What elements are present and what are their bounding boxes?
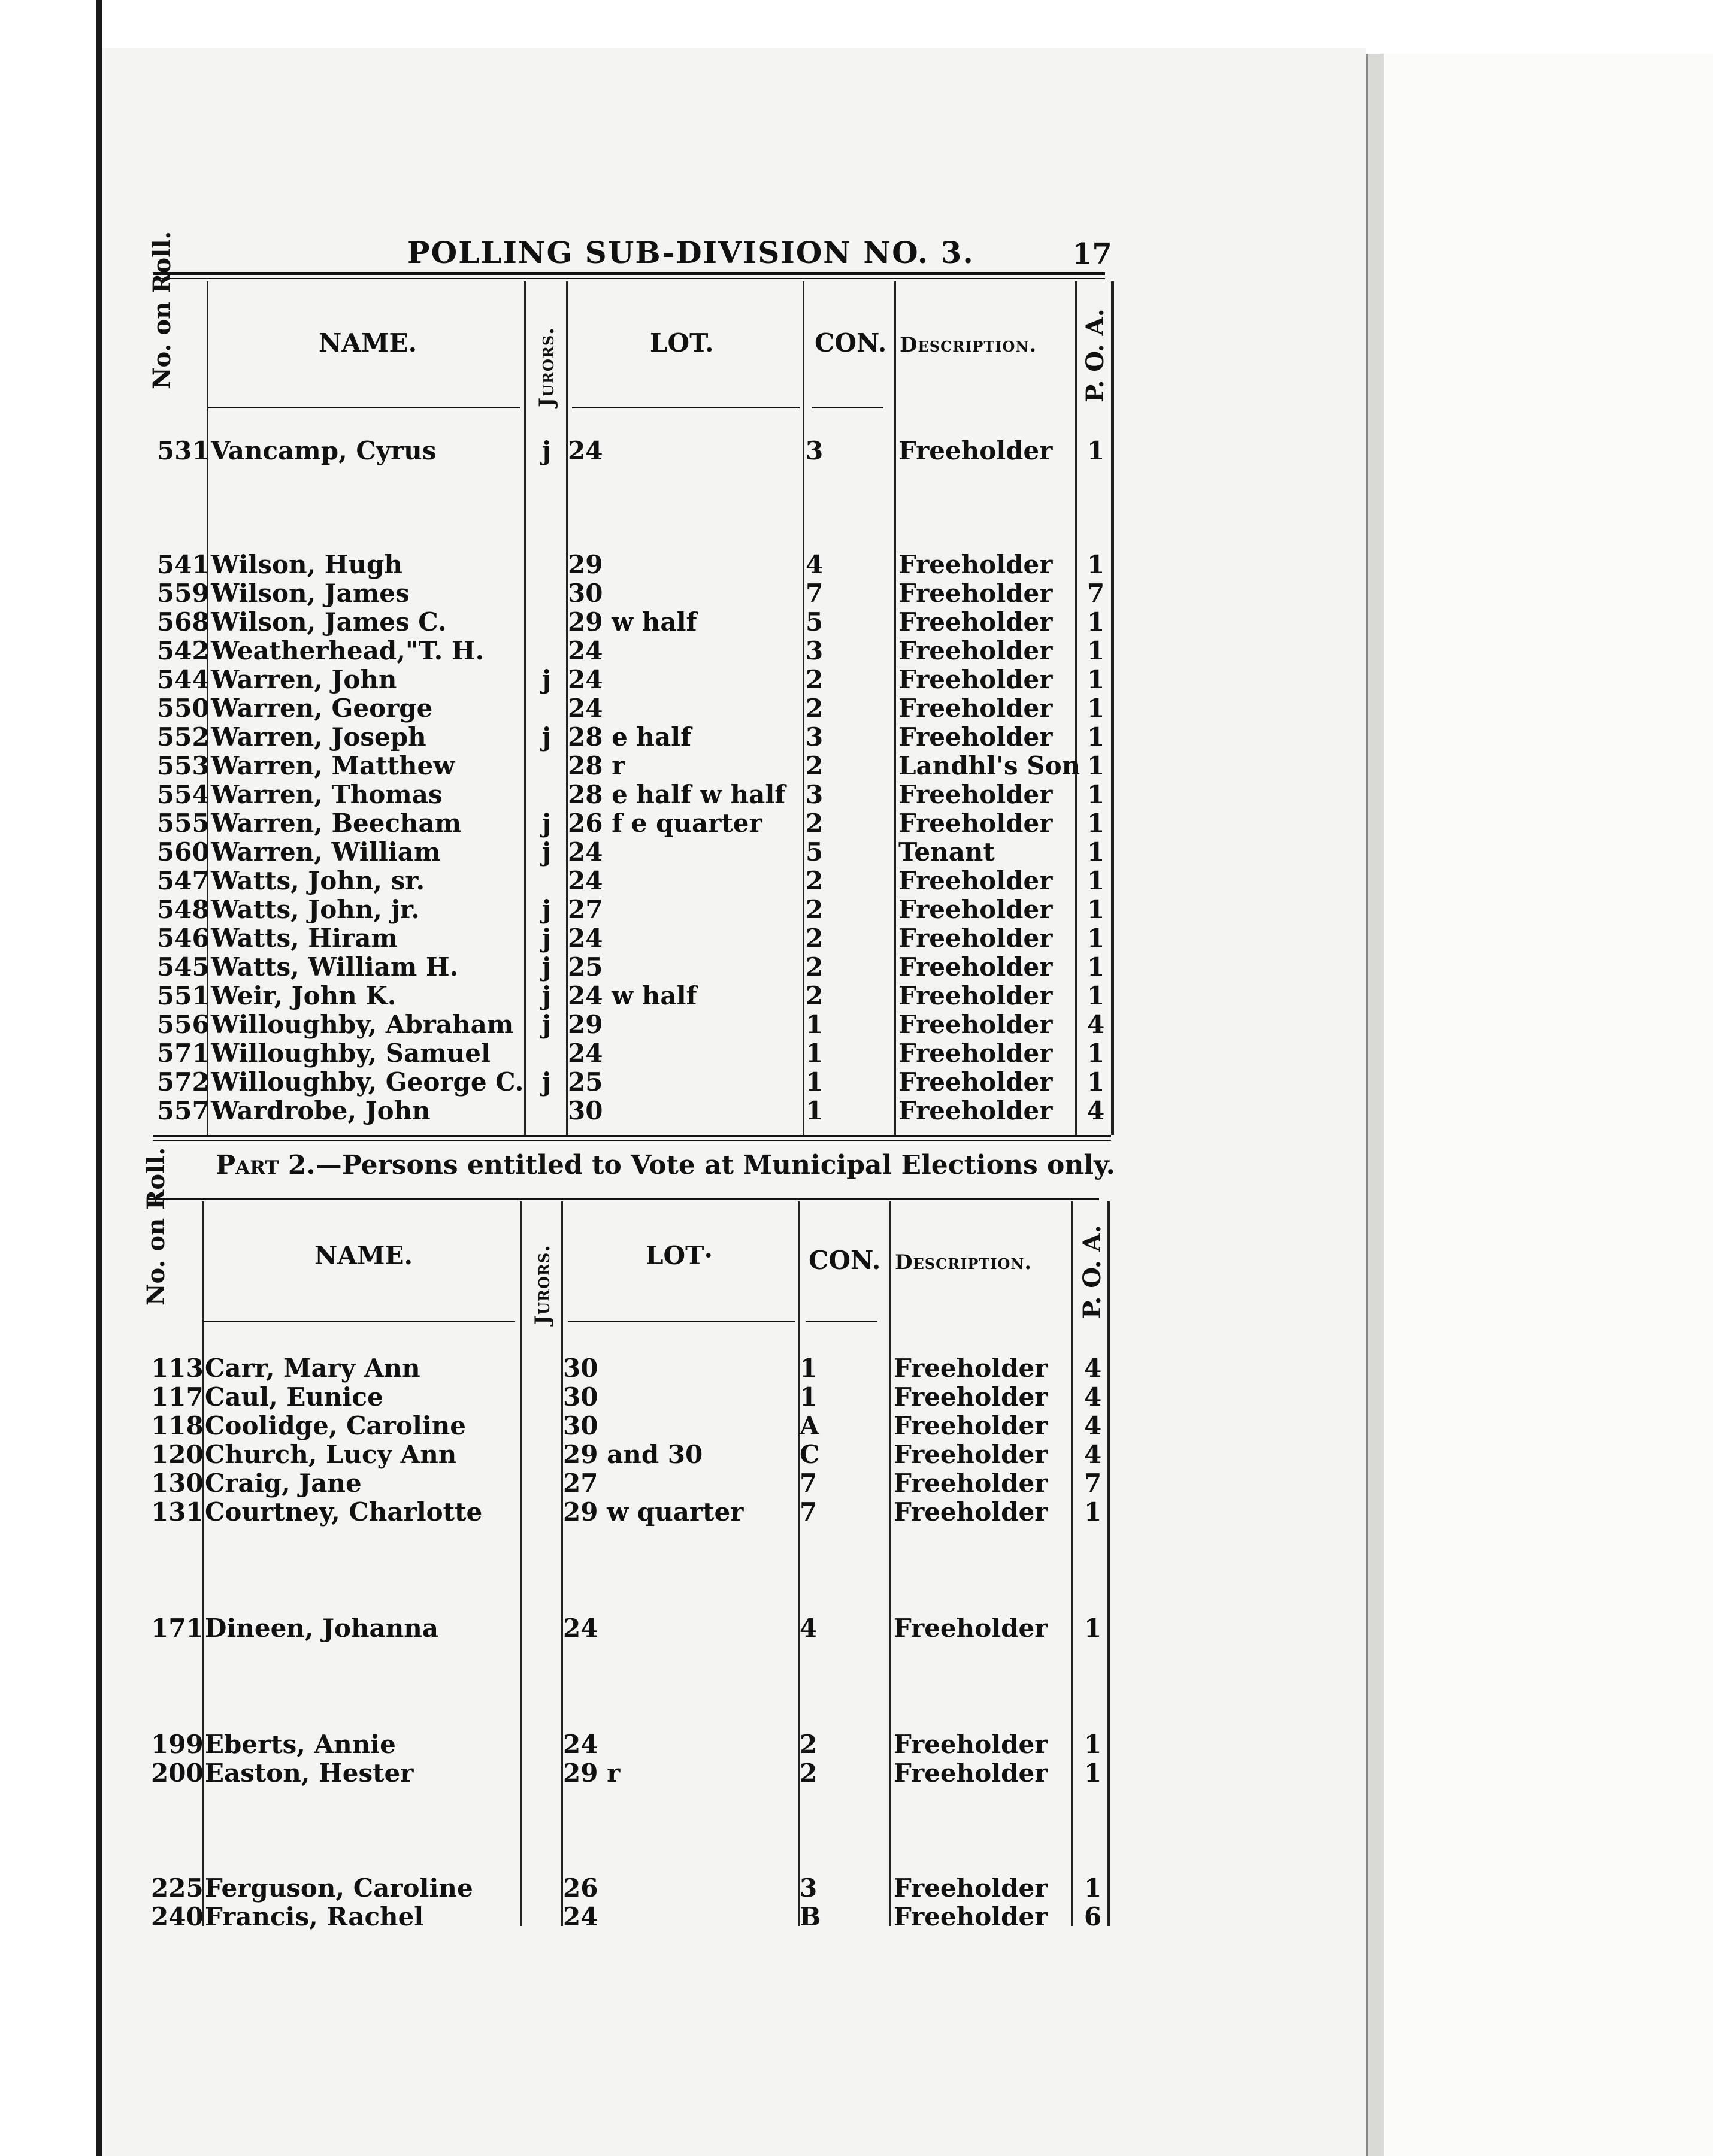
cell-poa: 1 [1087,981,1105,1010]
cell-description: Freeholder [898,923,1053,953]
cell-poa: 1 [1087,607,1105,637]
table-row [0,1353,1198,1382]
cell-description: Freeholder [898,579,1053,608]
t1-header-name: NAME. [319,328,417,358]
cell-con: 2 [806,952,824,982]
table-row [0,1468,1198,1497]
cell-description: Freeholder [894,1468,1048,1498]
cell-poa: 1 [1087,952,1105,982]
cell-lot: 29 w quarter [563,1497,744,1527]
t2-header-jurors: Jurors. [531,1244,555,1325]
table-row [0,436,1198,465]
cell-poa: 7 [1087,579,1105,608]
cell-lot: 30 [563,1353,598,1383]
t1-header-rule-con [812,407,883,408]
table-row [0,981,1198,1010]
cell-lot: 25 [568,1067,603,1097]
cell-jurors: j [542,952,552,982]
table-row [0,1038,1198,1067]
cell-name: Wilson, James [211,579,410,608]
cell-con: A [800,1411,819,1440]
table-row [0,1067,1198,1096]
cell-lot: 28 r [568,751,625,780]
cell-description: Freeholder [894,1411,1048,1440]
cell-no: 541 [157,550,210,579]
cell-con: 3 [806,722,824,752]
cell-description: Freeholder [898,636,1053,665]
cell-lot: 29 and 30 [563,1440,703,1469]
cell-con: 3 [806,636,824,665]
cell-description: Freeholder [898,1010,1053,1039]
cell-lot: 24 [568,636,603,665]
cell-con: 1 [806,1096,824,1125]
t1-header-rule-lot [572,407,800,408]
cell-poa: 1 [1087,436,1105,465]
cell-poa: 4 [1087,1010,1105,1039]
cell-no: 550 [157,694,210,723]
cell-no: 572 [157,1067,210,1097]
t1-header-no-on-roll: No. on Roll. [148,231,176,389]
t1-header-rule-name [208,407,520,408]
table-row [0,694,1198,722]
t2-header-rule-con [806,1321,877,1322]
cell-con: 2 [800,1758,818,1788]
cell-name: Ferguson, Caroline [205,1873,473,1903]
cell-poa: 4 [1087,1096,1105,1125]
table2-top-rule [147,1198,1099,1200]
cell-lot: 24 [568,923,603,953]
cell-description: Freeholder [894,1440,1048,1469]
cell-jurors: j [542,923,552,953]
cell-con: 2 [800,1730,818,1759]
cell-no: 542 [157,636,210,665]
table-row [0,923,1198,952]
cell-no: 113 [151,1353,204,1383]
cell-name: Dineen, Johanna [205,1613,439,1643]
cell-poa: 1 [1087,1067,1105,1097]
cell-no: 546 [157,923,210,953]
cell-description: Freeholder [898,694,1053,723]
cell-lot: 30 [563,1411,598,1440]
cell-con: 2 [806,866,824,895]
cell-name: Wardrobe, John [211,1096,431,1125]
table-row [0,1440,1198,1468]
table1-bottom-rule [153,1135,1111,1137]
cell-description: Freeholder [898,808,1053,838]
cell-no: 547 [157,866,210,895]
cell-poa: 1 [1087,808,1105,838]
cell-name: Watts, Hiram [211,923,398,953]
cell-con: 2 [806,808,824,838]
table1-top-rule-thin [153,278,1105,279]
cell-jurors: j [542,1010,552,1039]
cell-description: Landhl's Son [898,751,1081,780]
cell-no: 117 [151,1382,204,1412]
cell-description: Freeholder [898,1067,1053,1097]
cell-lot: 29 [568,550,603,579]
cell-lot: 24 [568,694,603,723]
cell-description: Freeholder [894,1613,1048,1643]
cell-name: Craig, Jane [205,1468,362,1498]
cell-name: Vancamp, Cyrus [211,436,437,465]
cell-lot: 30 [563,1382,598,1412]
cell-con: B [800,1902,821,1931]
cell-lot: 24 [568,665,603,694]
cell-jurors: j [542,981,552,1010]
cell-description: Freeholder [898,722,1053,752]
table-row [0,952,1198,981]
cell-poa: 4 [1084,1440,1102,1469]
cell-poa: 1 [1087,751,1105,780]
t2-vrule-4 [798,1201,800,1926]
cell-lot: 24 [563,1902,598,1931]
cell-lot: 24 [568,1038,603,1068]
cell-poa: 4 [1084,1382,1102,1412]
table-row [0,1758,1198,1787]
cell-poa: 4 [1084,1353,1102,1383]
cell-lot: 26 [563,1873,598,1903]
cell-name: Caul, Eunice [205,1382,383,1412]
cell-description: Freeholder [898,1038,1053,1068]
table-row [0,1010,1198,1038]
cell-name: Church, Lucy Ann [205,1440,457,1469]
cell-no: 548 [157,895,210,924]
cell-poa: 1 [1087,923,1105,953]
cell-name: Warren, Beecham [211,808,462,838]
table-row [0,1730,1198,1758]
cell-name: Carr, Mary Ann [205,1353,420,1383]
cell-no: 531 [157,436,210,465]
cell-no: 555 [157,808,210,838]
t2-header-no-on-roll: No. on Roll. [142,1147,170,1306]
table-row [0,1902,1198,1931]
cell-con: 2 [806,665,824,694]
part2-heading-text: —Persons entitled to Vote at Municipal Elections only. [315,1150,1115,1180]
cell-poa: 1 [1084,1613,1102,1643]
cell-lot: 24 [563,1730,598,1759]
t2-header-lot: LOT· [646,1241,713,1270]
cell-description: Freeholder [898,550,1053,579]
t1-header-lot: LOT. [650,328,714,358]
cell-name: Coolidge, Caroline [205,1411,467,1440]
page-number: 17 [1072,237,1112,271]
table-row [0,550,1198,579]
cell-poa: 4 [1084,1411,1102,1440]
cell-name: Wilson, James C. [211,607,447,637]
cell-lot: 24 [568,436,603,465]
table-row [0,895,1198,923]
cell-no: 556 [157,1010,210,1039]
cell-no: 225 [151,1873,204,1903]
cell-description: Freeholder [898,607,1053,637]
cell-description: Freeholder [894,1353,1048,1383]
table-row [0,665,1198,694]
t2-vrule-3 [561,1201,563,1926]
table-row [0,1382,1198,1411]
table-row [0,1096,1198,1125]
table-row [0,579,1198,607]
page-edge [1366,54,1386,2156]
t1-header-description: Description. [900,333,1037,357]
part2-label: Part 2. [216,1150,316,1180]
t1-header-poa: P. O. A. [1081,308,1109,402]
cell-lot: 27 [563,1468,598,1498]
cell-lot: 29 w half [568,607,697,637]
cell-con: C [800,1440,820,1469]
cell-con: 5 [806,607,824,637]
cell-con: 1 [806,1038,824,1068]
cell-poa: 1 [1087,722,1105,752]
t2-header-description: Description. [895,1250,1033,1274]
cell-con: 3 [800,1873,818,1903]
t2-vrule-2 [520,1201,522,1926]
t2-header-rule-lot [568,1321,795,1322]
part2-heading [216,1150,1115,1180]
cell-name: Willoughby, Samuel [211,1038,491,1068]
cell-lot: 30 [568,579,603,608]
cell-con: 2 [806,923,824,953]
cell-name: Warren, Joseph [211,722,426,752]
cell-no: 171 [151,1613,204,1643]
cell-description: Freeholder [898,895,1053,924]
cell-name: Watts, William H. [211,952,459,982]
cell-name: Wilson, Hugh [211,550,402,579]
cell-no: 199 [151,1730,204,1759]
cell-no: 120 [151,1440,204,1469]
cell-description: Freeholder [894,1497,1048,1527]
cell-con: 1 [800,1353,818,1383]
t2-vrule-6 [1071,1201,1073,1926]
cell-description: Freeholder [898,665,1053,694]
cell-description: Freeholder [898,780,1053,809]
cell-no: 557 [157,1096,210,1125]
cell-poa: 1 [1087,636,1105,665]
cell-description: Freeholder [898,866,1053,895]
cell-no: 544 [157,665,210,694]
cell-poa: 1 [1084,1497,1102,1527]
t2-header-rule-name [204,1321,515,1322]
table-row [0,780,1198,808]
cell-no: 560 [157,837,210,867]
cell-poa: 1 [1087,550,1105,579]
cell-no: 131 [151,1497,204,1527]
cell-poa: 1 [1087,780,1105,809]
cell-jurors: j [542,436,552,465]
cell-no: 240 [151,1902,204,1931]
cell-no: 130 [151,1468,204,1498]
cell-no: 554 [157,780,210,809]
cell-description: Freeholder [894,1730,1048,1759]
cell-lot: 24 [563,1613,598,1643]
running-head: POLLING SUB-DIVISION NO. 3. [407,235,974,270]
cell-jurors: j [542,722,552,752]
cell-con: 4 [800,1613,818,1643]
cell-lot: 25 [568,952,603,982]
table-row [0,636,1198,665]
table1-top-rule [153,272,1105,275]
t1-header-jurors: Jurors. [535,327,559,407]
cell-lot: 29 r [563,1758,621,1788]
cell-name: Willoughby, Abraham [211,1010,514,1039]
cell-name: Easton, Hester [205,1758,414,1788]
cell-con: 3 [806,780,824,809]
cell-jurors: j [542,1067,552,1097]
table-row [0,1873,1198,1902]
cell-con: 1 [806,1010,824,1039]
cell-no: 571 [157,1038,210,1068]
cell-lot: 27 [568,895,603,924]
t1-header-con: CON. [815,328,887,358]
cell-lot: 28 e half w half [568,780,786,809]
cell-con: 7 [800,1468,818,1498]
cell-name: Courtney, Charlotte [205,1497,483,1527]
cell-con: 5 [806,837,824,867]
cell-name: Warren, George [211,694,433,723]
table-row [0,866,1198,895]
cell-name: Watts, John, sr. [211,866,425,895]
cell-con: 2 [806,751,824,780]
cell-jurors: j [542,895,552,924]
cell-no: 568 [157,607,210,637]
cell-lot: 30 [568,1096,603,1125]
cell-no: 552 [157,722,210,752]
cell-poa: 6 [1084,1902,1102,1931]
cell-poa: 7 [1084,1468,1102,1498]
t2-header-name: NAME. [314,1241,413,1270]
cell-jurors: j [542,808,552,838]
cell-poa: 1 [1084,1873,1102,1903]
cell-name: Warren, Matthew [211,751,455,780]
cell-con: 2 [806,895,824,924]
cell-name: Weir, John K. [211,981,397,1010]
table-row [0,751,1198,780]
cell-no: 118 [151,1411,204,1440]
table-row [0,808,1198,837]
cell-description: Freeholder [898,952,1053,982]
cell-name: Weatherhead,"T. H. [211,636,485,665]
cell-description: Freeholder [898,436,1053,465]
cell-name: Watts, John, jr. [211,895,420,924]
cell-no: 200 [151,1758,204,1788]
cell-no: 551 [157,981,210,1010]
scan-margin-right [1384,54,1713,2156]
table-row [0,1613,1198,1642]
table-row [0,722,1198,751]
cell-lot: 24 w half [568,981,697,1010]
cell-con: 1 [806,1067,824,1097]
cell-description: Tenant [898,837,995,867]
table1-bottom-rule-thin [153,1140,1111,1141]
cell-con: 1 [800,1382,818,1412]
cell-poa: 1 [1084,1730,1102,1759]
cell-description: Freeholder [894,1758,1048,1788]
t2-header-poa: P. O. A. [1078,1225,1106,1319]
cell-poa: 1 [1087,1038,1105,1068]
cell-description: Freeholder [894,1902,1048,1931]
cell-con: 2 [806,694,824,723]
cell-lot: 24 [568,837,603,867]
cell-lot: 26 f e quarter [568,808,762,838]
table-row [0,1497,1198,1526]
cell-poa: 1 [1084,1758,1102,1788]
cell-name: Warren, William [211,837,441,867]
cell-poa: 1 [1087,837,1105,867]
cell-no: 553 [157,751,210,780]
cell-name: Eberts, Annie [205,1730,396,1759]
table-row [0,607,1198,636]
cell-name: Warren, Thomas [211,780,443,809]
t2-vrule-5 [889,1201,891,1926]
cell-lot: 29 [568,1010,603,1039]
cell-name: Francis, Rachel [205,1902,424,1931]
cell-con: 4 [806,550,824,579]
cell-lot: 28 e half [568,722,692,752]
cell-no: 559 [157,579,210,608]
cell-jurors: j [542,837,552,867]
cell-con: 7 [806,579,824,608]
cell-poa: 1 [1087,866,1105,895]
cell-con: 3 [806,436,824,465]
cell-no: 545 [157,952,210,982]
cell-con: 2 [806,981,824,1010]
cell-jurors: j [542,665,552,694]
cell-description: Freeholder [898,981,1053,1010]
table-row [0,837,1198,866]
cell-description: Freeholder [898,1096,1053,1125]
cell-poa: 1 [1087,694,1105,723]
cell-poa: 1 [1087,665,1105,694]
cell-description: Freeholder [894,1873,1048,1903]
cell-con: 7 [800,1497,818,1527]
t2-vrule-7 [1107,1201,1110,1926]
t2-header-con: CON. [809,1246,881,1275]
cell-lot: 24 [568,866,603,895]
cell-name: Warren, John [211,665,397,694]
cell-description: Freeholder [894,1382,1048,1412]
cell-poa: 1 [1087,895,1105,924]
cell-name: Willoughby, George C. [211,1067,524,1097]
t2-vrule-1 [202,1201,204,1926]
table-row [0,1411,1198,1440]
